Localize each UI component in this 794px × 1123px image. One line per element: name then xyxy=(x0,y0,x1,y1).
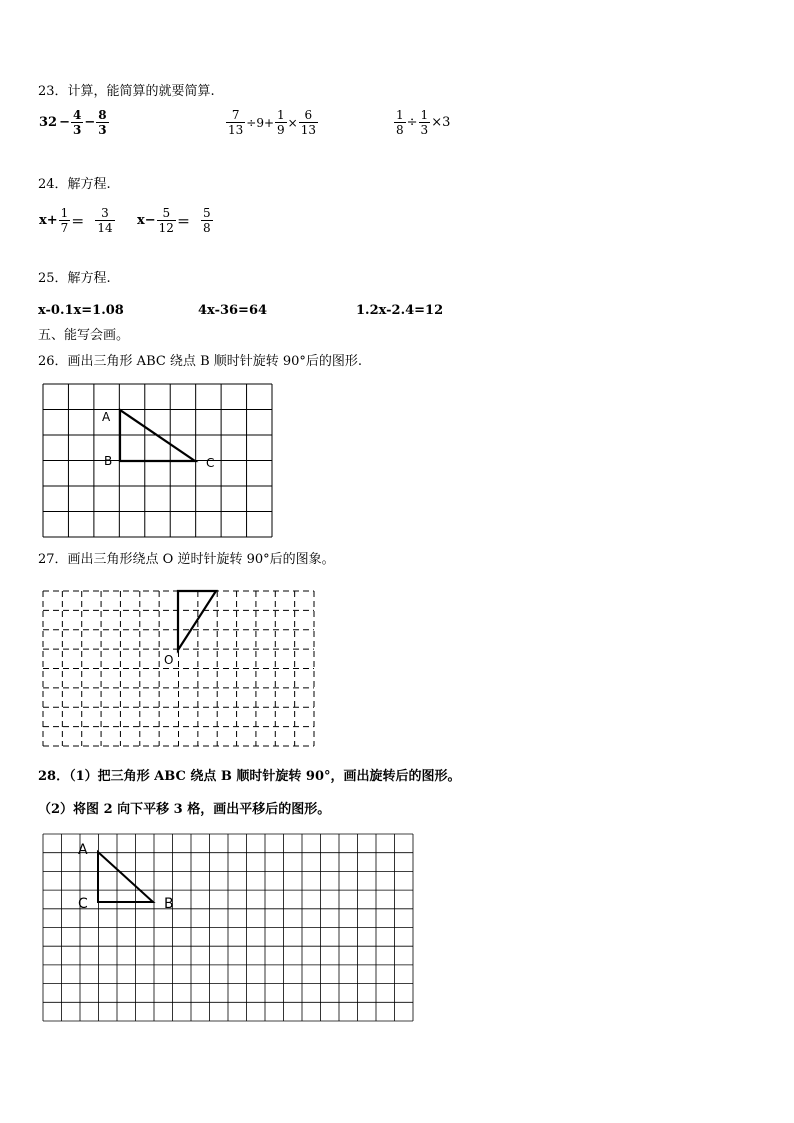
q24-expr-2 xyxy=(136,206,213,235)
q23-e2-mid: ÷9+ xyxy=(246,115,275,130)
q23-e3-f2d: 3 xyxy=(420,123,429,137)
section-5-heading: 五、能写会画。 xyxy=(38,328,130,343)
q26-label-a: A xyxy=(102,410,111,424)
q23-e1-f1d: 3 xyxy=(73,123,82,137)
q23-e1-f2n: 8 xyxy=(98,108,107,122)
q23-e2-f2n: 1 xyxy=(277,108,285,122)
q24-e1-f2n: 3 xyxy=(101,206,109,220)
q24-e2-f1n: 5 xyxy=(162,206,171,220)
q24-e2-f1d: 12 xyxy=(158,221,174,235)
q28-label-c: C xyxy=(78,896,88,912)
q24-e2-f2n: 5 xyxy=(202,206,211,220)
q23-e2-f1n: 7 xyxy=(231,108,240,122)
q25-expr-1: x-0.1x=1.08 xyxy=(38,303,124,318)
q24-expr-1 xyxy=(38,206,115,235)
q28-label-b: B xyxy=(164,896,174,912)
q23-e1-op1: − xyxy=(59,115,70,130)
q23-e3-f1n: 1 xyxy=(396,108,404,122)
q23-e3-f2n: 1 xyxy=(420,108,429,122)
q28-grid xyxy=(43,834,414,1022)
q24-e1-x: x+ xyxy=(39,213,58,228)
q24-e2-eq: ＝ xyxy=(176,215,190,230)
q23-e3-tail: ×3 xyxy=(431,115,451,130)
q24-e1-f2d: 14 xyxy=(97,221,113,235)
q26-label-c: C xyxy=(206,456,215,470)
q23-e2-f1d: 13 xyxy=(228,123,244,137)
q25-expr-3: 1.2x-2.4=12 xyxy=(356,303,444,318)
q23-e1-f2d: 3 xyxy=(98,123,107,137)
q24-title: 24．解方程. xyxy=(38,177,111,192)
q23-e2-f2d: 9 xyxy=(277,123,285,137)
q25-expr-2: 4x-36=64 xyxy=(198,303,268,318)
q23-e1-op2: − xyxy=(84,115,96,130)
q24-e2-f2d: 8 xyxy=(202,221,211,235)
q24-e1-eq: ＝ xyxy=(71,215,85,230)
q27-title: 27．画出三角形绕点 O 逆时针旋转 90°后的图象。 xyxy=(38,552,335,567)
q28-label-a: A xyxy=(78,842,88,858)
q26-title: 26．画出三角形 ABC 绕点 B 顺时针旋转 90°后的图形. xyxy=(38,354,363,369)
q23-e2-op: × xyxy=(287,115,298,130)
q23-e3-op1: ÷ xyxy=(406,115,418,130)
q23-e3-f1d: 8 xyxy=(396,123,404,137)
q23-e1-a: 32 xyxy=(39,115,58,130)
q28-triangle-abc xyxy=(98,852,153,902)
q23-e1-f1n: 4 xyxy=(73,108,82,122)
q25-title: 25．解方程. xyxy=(38,271,111,286)
q27-grid xyxy=(43,591,315,747)
q24-e1-f1n: 1 xyxy=(60,206,69,220)
q23-e2-f3n: 6 xyxy=(304,108,313,122)
q28-line-2: （2）将图 2 向下平移 3 格，画出平移后的图形。 xyxy=(38,802,331,817)
q23-expr-3 xyxy=(394,108,451,137)
q26-label-b: B xyxy=(104,454,113,468)
q28-line-1: 28．（1）把三角形 ABC 绕点 B 顺时针旋转 90°，画出旋转后的图形。 xyxy=(38,769,461,784)
q23-title: 23．计算，能简算的就要简算. xyxy=(38,84,215,99)
q27-triangle xyxy=(178,591,216,650)
q23-e2-f3d: 13 xyxy=(300,123,317,137)
q23-expr-2 xyxy=(226,108,318,137)
q23-expr-1 xyxy=(38,108,109,137)
q26-grid xyxy=(43,384,273,538)
q24-e1-f1d: 7 xyxy=(60,221,69,235)
q27-label-o: O xyxy=(164,653,174,667)
q24-e2-x: x− xyxy=(137,213,156,228)
